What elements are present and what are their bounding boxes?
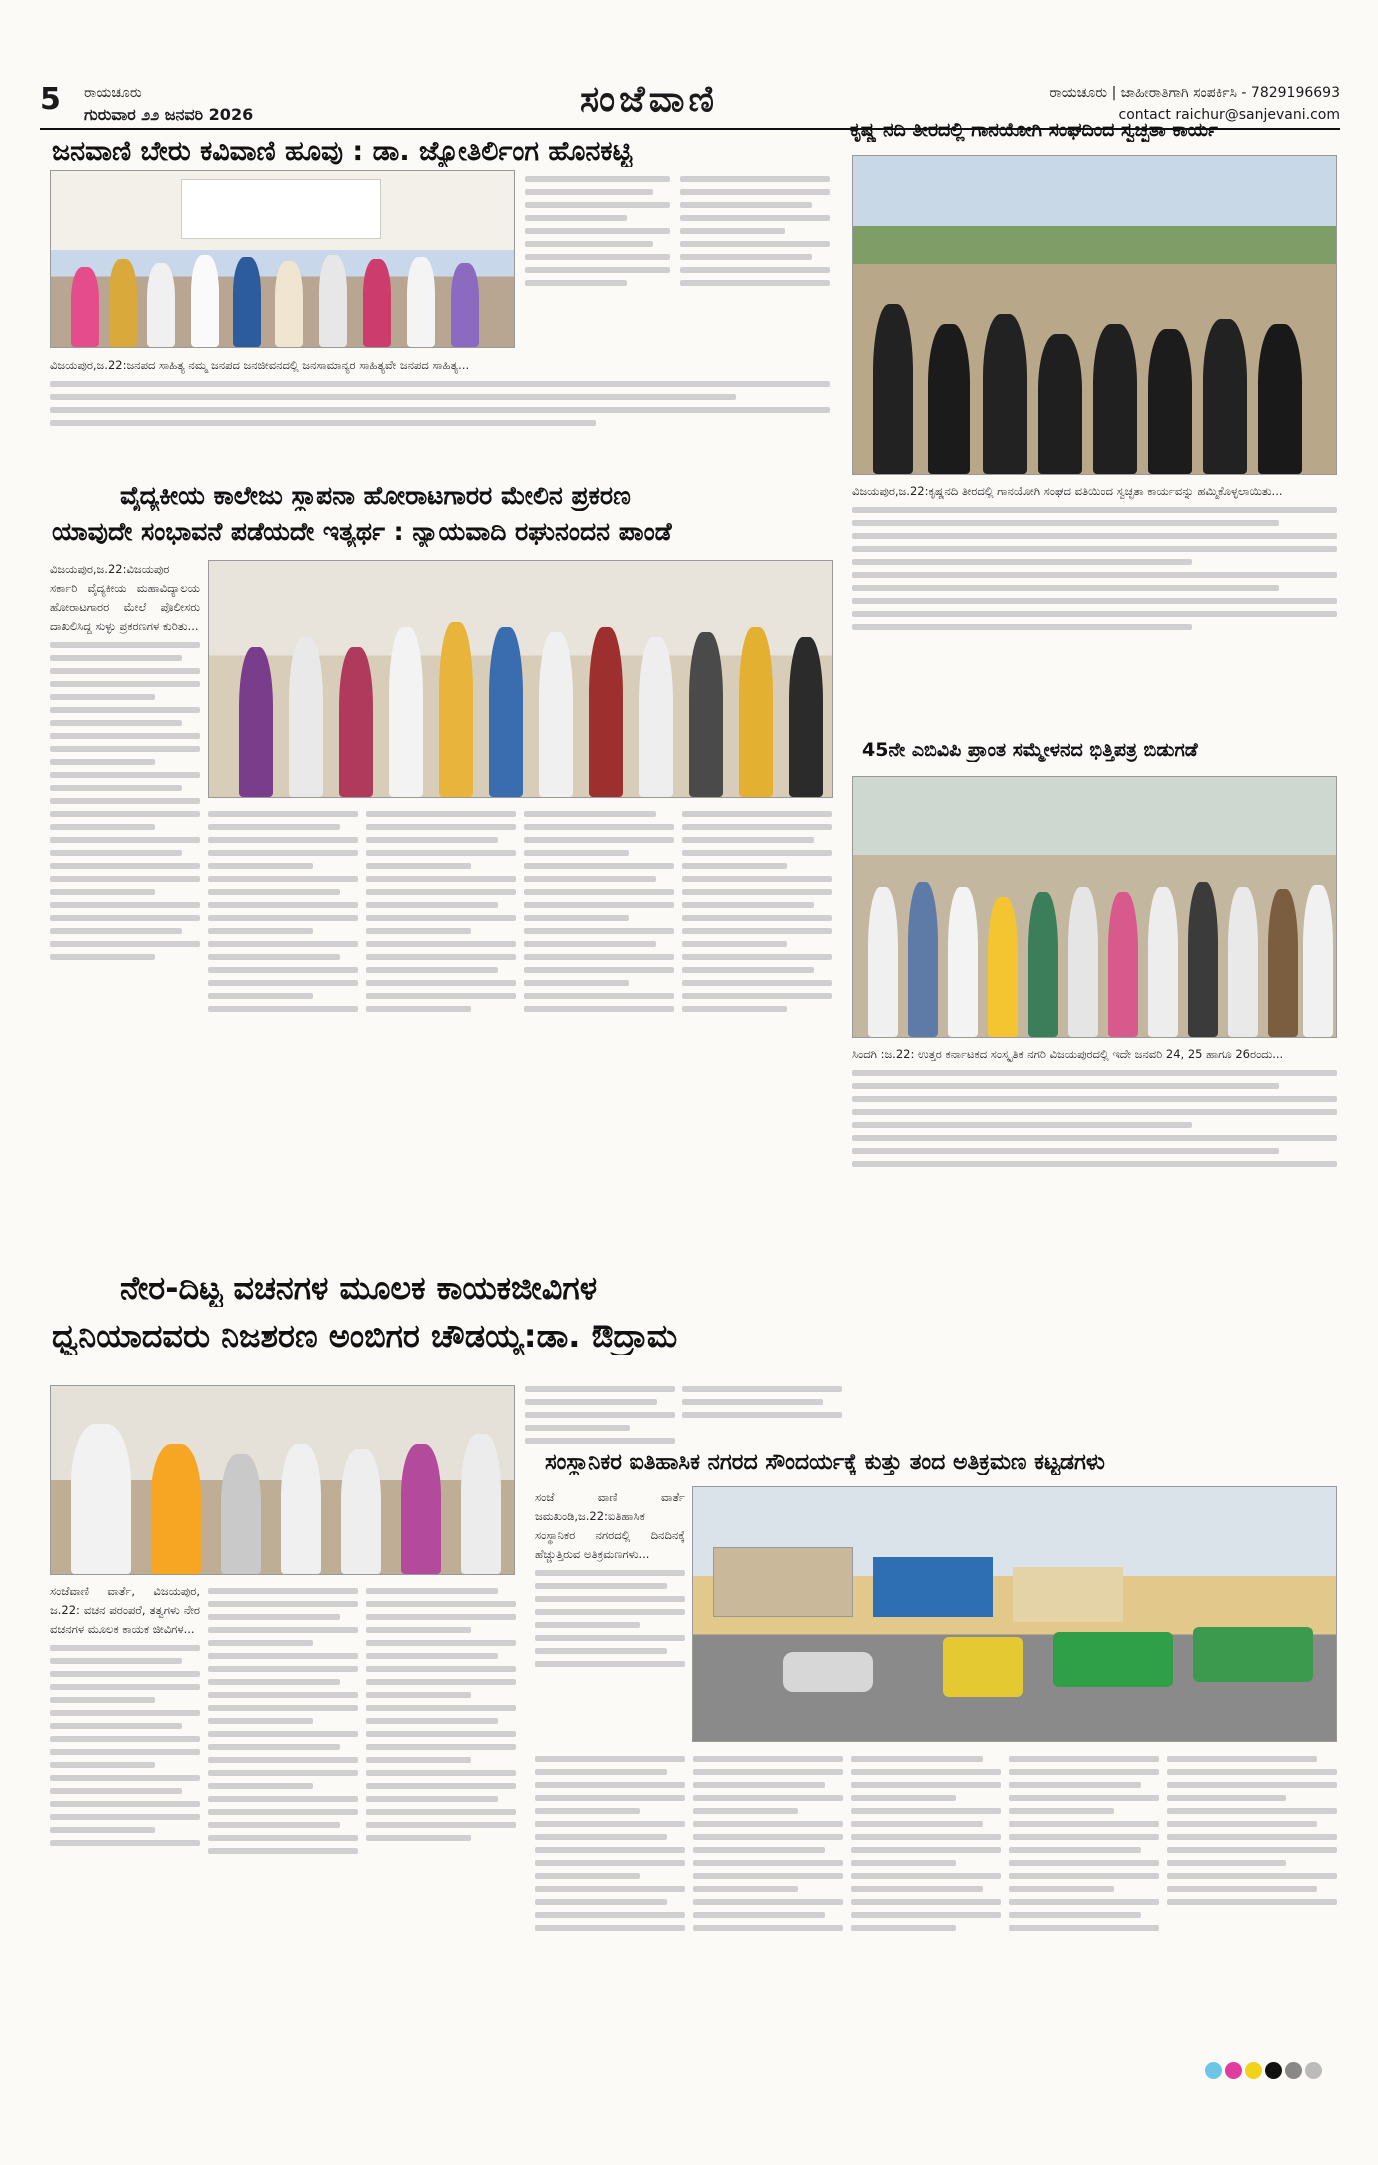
page-number: 5 (40, 82, 61, 117)
article-column (366, 805, 516, 1260)
article-dateline: ವಿಜಯಪುರ,ಜ.22:ವಿಜಯಪುರ ಸರ್ಕಾರಿ ವೈದ್ಯಕೀಯ ಮಹಾವಿದ್ಯಾಲಯ ಹೋರಾಟಗಾರರ ಮೇಲೆ ಪೊಲೀಸರು ದಾಖಲಿಸಿದ್ದ ಸುಳ್ಳು ಪ್ರಕರಣಗಳ ಕುರಿತು... (50, 562, 200, 633)
article-column (525, 170, 670, 352)
article-headline-line2: ಯಾವುದೇ ಸಂಭಾವನೆ ಪಡೆಯದೇ ಇತ್ಯರ್ಥ : ನ್ಯಾಯವಾದಿ ರಘುನಂದನ ಪಾಂಡೆ (52, 518, 672, 546)
logo-text: ಸಂಜೆವಾಣಿ (580, 78, 719, 120)
article-column (851, 1750, 1001, 2080)
print-color-bar (1205, 2062, 1322, 2079)
article-photo (852, 776, 1337, 1038)
district-label: ರಾಯಚೂರು (84, 85, 142, 101)
color-dot (1245, 2062, 1262, 2079)
article-column (1167, 1750, 1337, 2050)
article-column (366, 1582, 516, 2082)
article-dateline: ಸಂಜೆ ವಾಣಿ ವಾರ್ತೆ ಜಮಖಂಡಿ,ಜ.22:ಐತಿಹಾಸಿಕ ಸಂಸ್ಥಾನಿಕರ ನಗರದಲ್ಲಿ ದಿನದಿನಕ್ಕೆ ಹೆಚ್ಚುತ್ತಿರುವ ಅತಿಕ್ರಮಣಗಳು... (535, 1490, 685, 1561)
article-headline-line2: ಧ್ವನಿಯಾದವರು ನಿಜಶರಣ ಅಂಬಿಗರ ಚೌಡಯ್ಯ:ಡಾ. ಔದ್ರಾಮ (52, 1318, 678, 1355)
article-column (535, 1750, 685, 2080)
article-dateline: ವಿಜಯಪುರ,ಜ.22:ಜನಪದ ಸಾಹಿತ್ಯ ನಮ್ಮ ಜನಪದ ಜನಜೀವನದಲ್ಲಿ ಜನಸಾಮಾನ್ಯರ ಸಾಹಿತ್ಯವೇ ಜನಪದ ಸಾಹಿತ್ಯ... (50, 358, 470, 372)
article-column (50, 560, 200, 1260)
color-dot (1305, 2062, 1322, 2079)
article-column (680, 170, 830, 352)
color-dot (1265, 2062, 1282, 2079)
article-dateline: ಸಂಜೆವಾಣಿ ವಾರ್ತೆ, ವಿಜಯಪುರ, ಜ.22: ವಚನ ಪರಂಪರೆ, ತತ್ವಗಳು ನೇರ ವಚನಗಳ ಮೂಲಕ ಕಾಯಕ ಜೀವಿಗಳ... (50, 1584, 200, 1636)
issue-date: ಗುರುವಾರ ೨೨ ಜನವರಿ 2026 (84, 105, 254, 124)
article-dateline: ಸಿಂದಗಿ :ಜ.22: ಉತ್ತರ ಕರ್ನಾಟಕದ ಸಂಸ್ಕೃತಿಕ ನಗರಿ ವಿಜಯಪುರದಲ್ಲಿ ಇದೇ ಜನವರಿ 24, 25 ಹಾಗೂ 26ರಂದು... (852, 1047, 1284, 1061)
article-column (682, 1380, 842, 1450)
stage-banner (181, 179, 381, 239)
article-headline: ನೇರ-ದಿಟ್ಟ ವಚನಗಳ ಮೂಲಕ ಕಾಯಕಜೀವಿಗಳ (120, 1270, 598, 1307)
contact-email: contact raichur@sanjevani.com (1118, 107, 1340, 123)
article-column (208, 805, 358, 1260)
article-body (50, 356, 830, 468)
ad-contact-line: ರಾಯಚೂರು | ಜಾಹೀರಾತಿಗಾಗಿ ಸಂಪರ್ಕಿಸಿ - 7829196693 (1049, 85, 1340, 101)
article-body (852, 1045, 1337, 1255)
color-dot (1285, 2062, 1302, 2079)
article-column (524, 805, 674, 1260)
color-dot (1225, 2062, 1242, 2079)
article-photo (50, 1385, 515, 1575)
masthead-left (84, 82, 253, 127)
article-photo (50, 170, 515, 348)
article-headline: ಸಂಸ್ಥಾನಿಕರ ಐತಿಹಾಸಿಕ ನಗರದ ಸೌಂದರ್ಯಕ್ಕೆ ಕುತ್ತು ತಂದ ಅತಿಕ್ರಮಣ ಕಟ್ಟಡಗಳು (545, 1450, 1105, 1475)
newspaper-logo (580, 78, 718, 121)
article-headline: ಜನವಾಣಿ ಬೇರು ಕವಿವಾಣಿ ಹೂವು : ಡಾ. ಜ್ಯೋತಿರ್ಲಿಂಗ ಹೊನಕಟ್ಟಿ (52, 136, 633, 167)
article-photo (208, 560, 833, 798)
article-column (208, 1582, 358, 2082)
article-column (693, 1750, 843, 2080)
article-headline: 45ನೇ ಎಬಿವಿಪಿ ಪ್ರಾಂತ ಸಮ್ಮೇಳನದ ಭಿತ್ತಿಪತ್ರ ಬಿಡುಗಡೆ (862, 740, 1198, 761)
article-body (852, 482, 1337, 732)
article-column (535, 1488, 685, 1743)
article-photo (692, 1486, 1337, 1742)
article-column (682, 805, 832, 1260)
color-dot (1205, 2062, 1222, 2079)
article-headline: ವೈದ್ಯಕೀಯ ಕಾಲೇಜು ಸ್ಥಾಪನಾ ಹೋರಾಟಗಾರರ ಮೇಲಿನ ಪ್ರಕರಣ (120, 482, 631, 510)
article-column (50, 1582, 200, 2082)
article-photo (852, 155, 1337, 475)
article-column (525, 1380, 675, 1500)
article-headline: ಕೃಷ್ಣ ನದಿ ತೀರದಲ್ಲಿ ಗಾನಯೋಗಿ ಸಂಘದಿಂದ ಸ್ವಚ್ಛತಾ ಕಾರ್ಯ (850, 120, 1218, 141)
article-dateline: ವಿಜಯಪುರ,ಜ.22:ಕೃಷ್ಣನದಿ ತೀರದಲ್ಲಿ ಗಾನಯೋಗಿ ಸಂಘದ ವತಿಯಿಂದ ಸ್ವಚ್ಛತಾ ಕಾರ್ಯವನ್ನು ಹಮ್ಮಿಕೊಳ್ಳಲಾಯಿತು... (852, 484, 1283, 498)
article-column (1009, 1750, 1159, 2080)
